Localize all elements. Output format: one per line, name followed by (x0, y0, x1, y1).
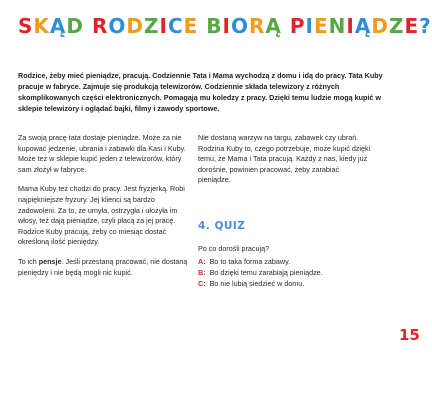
title-letter: I (222, 14, 231, 38)
title-letter: P (289, 14, 306, 38)
title-letter (282, 14, 290, 38)
p3-before: To ich (18, 256, 39, 266)
option-letter: B: (198, 268, 206, 277)
pensje-term: pensje (38, 256, 62, 266)
option-text: Bo dzięki temu zarabiają pieniądze. (209, 268, 323, 277)
option-letter: C: (198, 279, 206, 288)
title-letter: ? (419, 14, 432, 38)
quiz-option-c (198, 278, 323, 289)
title-letter (198, 14, 206, 38)
p3-after: . Jeśli przestaną pracować, nie dostaną pieniędzy i nie będą mogli nic kupić. (18, 256, 188, 277)
quiz-question: Po co dorośli pracują? (198, 244, 270, 253)
page-title (18, 14, 432, 38)
title-letter: Ą (49, 14, 67, 38)
quiz-options (198, 256, 323, 289)
title-letter: R (249, 14, 266, 38)
title-letter: Ą (354, 14, 372, 38)
title-letter (84, 14, 92, 38)
title-letter: D (66, 14, 84, 38)
left-paragraph-2: Mama Kuby też chodzi do pracy. Jest fryzjerką. Robi najpiękniejsze fryzury. Jej klienci są bardzo zadowoleni. Za to, że umyła, ostrzygła i ułożyła im włosy, też dają pieniądze, czyli płacą za jej pracę. Rodzice Kuby pracują, żeby co miesiąc dostać określoną ilość pieniędzy. (18, 184, 185, 247)
quiz-heading: 4. QUIZ (198, 220, 246, 232)
intro-paragraph: Rodzice, żeby mieć pieniądze, pracują. Codziennie Tata i Mama wychodzą z domu i idą do pracy. Tata Kuby pracuje w fabryce. Zajmuje się produkcją telewizorów. Codziennie składa telewizory z różnych skomplikowanych części elektronicznych. Pomagają mu koledzy z pracy. Dzięki temu ludzie mogą kupić w sklepie telewizory i oglądać bajki, filmy i zawody sportowe. (18, 71, 383, 113)
title-letter: N (328, 14, 347, 38)
title-letter: E (314, 14, 329, 38)
left-paragraph-1: Za swoją pracę tata dostaje pieniądze. Może za nie kupować jedzenie, ubrania i zabawki dla Kasi i Kuby. Może też w sklepie kupić jeden z telewizorów, który sam złożył w fabryce. (18, 133, 186, 174)
option-text: Bo nie lubią siedzieć w domu. (209, 279, 305, 288)
quiz-option-a (198, 256, 323, 267)
right-paragraph-1: Nie dostaną warzyw na targu, zabawek czy ubrań. Rodzina Kuby to, czego potrzebuje, może kupić dzięki temu, że Mama i Tata pracują. Każdy z nas, kiedy już dorośnie, powinien pracować, żeby zarabiać pieniądze. (198, 133, 371, 185)
quiz-option-b (198, 267, 323, 278)
title-letter: Ą (265, 14, 282, 38)
title-letter: I (159, 14, 168, 38)
title-letter: E (183, 14, 199, 38)
title-letter: B (206, 14, 223, 38)
title-letter: R (91, 14, 109, 38)
left-paragraph-3 (18, 257, 188, 278)
option-letter: A: (198, 257, 206, 266)
title-letter: O (231, 14, 250, 38)
title-letter: Z (144, 14, 160, 38)
title-letter: S (18, 14, 34, 38)
option-text: Bo to taka forma zabawy. (209, 257, 291, 266)
title-letter: D (371, 14, 389, 38)
title-letter: C (167, 14, 184, 38)
title-letter: D (126, 14, 144, 38)
left-column (18, 133, 188, 287)
title-letter: E (404, 14, 420, 38)
title-letter: Z (388, 14, 405, 38)
title-letter: I (305, 14, 314, 38)
right-column (198, 133, 373, 195)
title-letter: I (346, 14, 355, 38)
title-letter: O (108, 14, 127, 38)
page-number: 15 (399, 326, 420, 344)
title-letter: K (33, 14, 50, 38)
